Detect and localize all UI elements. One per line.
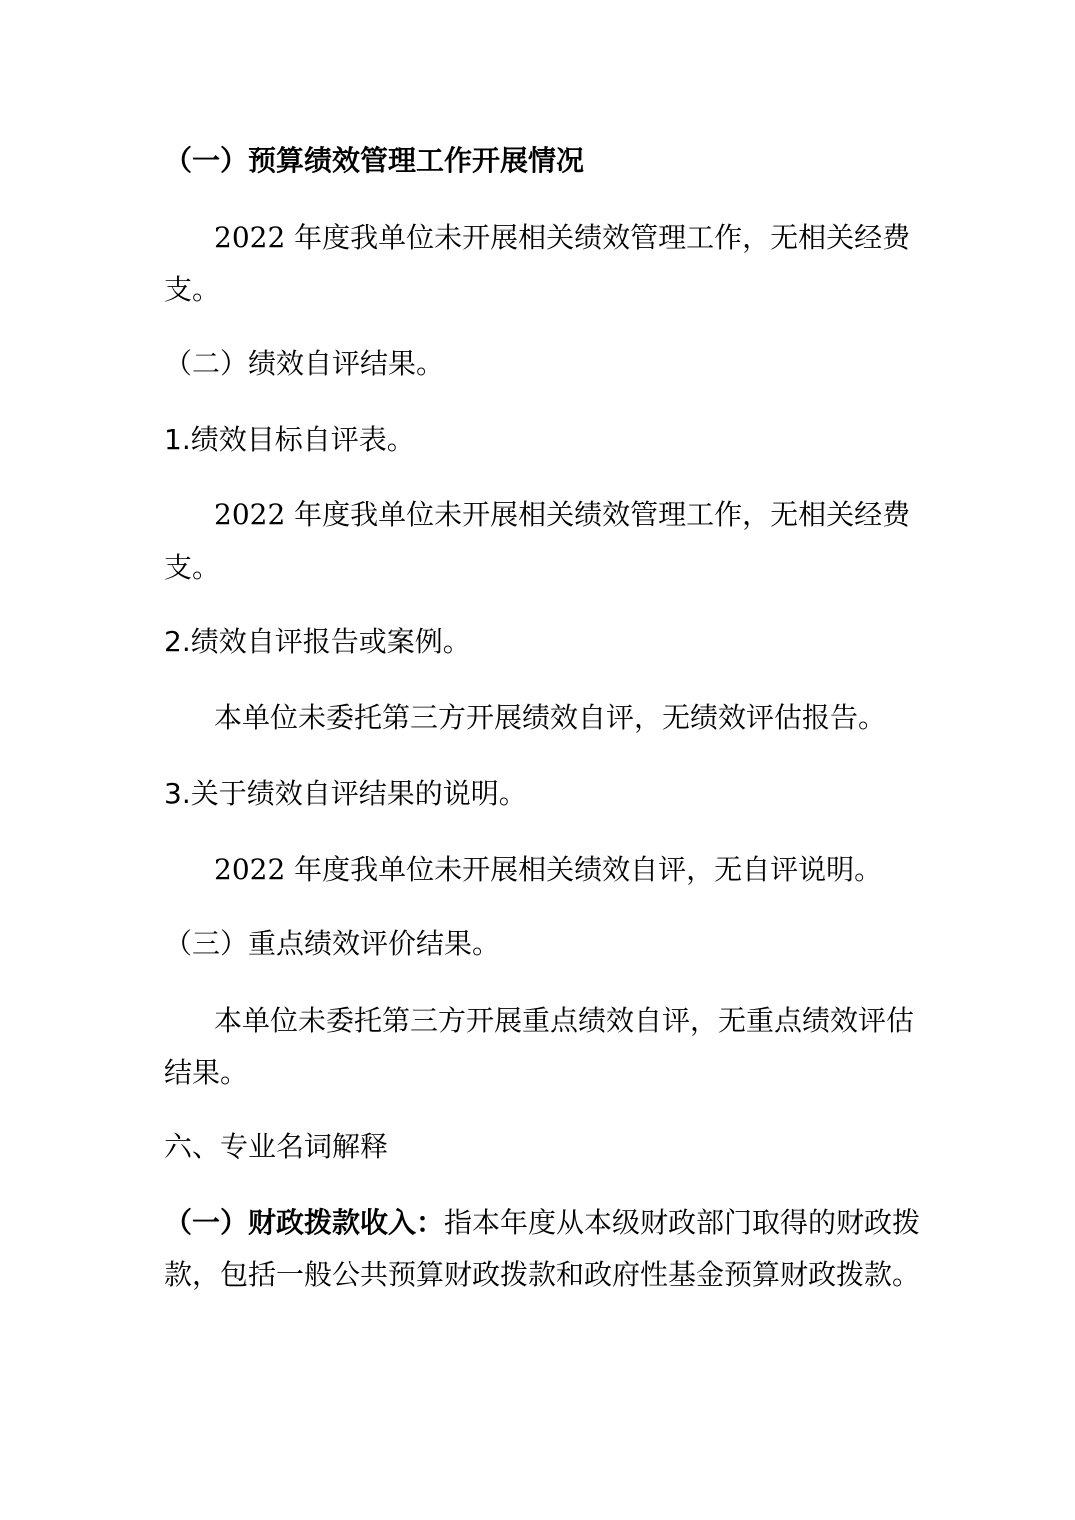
definition-text: 指本年度从本级财政部门取得的财政拨 <box>444 1206 921 1239</box>
paragraph-line: 支。 <box>164 551 221 584</box>
paragraph-line: 2022 年度我单位未开展相关绩效管理工作，无相关经费 <box>214 498 911 531</box>
paragraph-line: 2022 年度我单位未开展相关绩效管理工作，无相关经费 <box>214 221 911 254</box>
item-heading-report: 2.绩效自评报告或案例。 <box>164 625 471 658</box>
paragraph-line: 2022 年度我单位未开展相关绩效自评，无自评说明。 <box>214 853 883 886</box>
paragraph-line: 本单位未委托第三方开展绩效自评，无绩效评估报告。 <box>214 701 887 734</box>
definition-term: （一）财政拨款收入： <box>164 1206 445 1239</box>
paragraph-line: 款，包括一般公共预算财政拨款和政府性基金预算财政拨款。 <box>164 1258 921 1291</box>
paragraph-line: 结果。 <box>164 1056 249 1089</box>
section-heading-budget-performance: （一）预算绩效管理工作开展情况 <box>164 144 585 177</box>
paragraph-line: 本单位未委托第三方开展重点绩效自评，无重点绩效评估 <box>214 1004 915 1037</box>
section-heading-self-evaluation: （二）绩效自评结果。 <box>164 347 445 380</box>
item-heading-explanation: 3.关于绩效自评结果的说明。 <box>164 777 527 810</box>
paragraph-line: 支。 <box>164 273 221 306</box>
section-heading-glossary: 六、专业名词解释 <box>164 1130 389 1163</box>
item-heading-goal-table: 1.绩效目标自评表。 <box>164 423 415 456</box>
definition-line <box>164 1205 920 1242</box>
section-heading-key-evaluation: （三）重点绩效评价结果。 <box>164 927 501 960</box>
